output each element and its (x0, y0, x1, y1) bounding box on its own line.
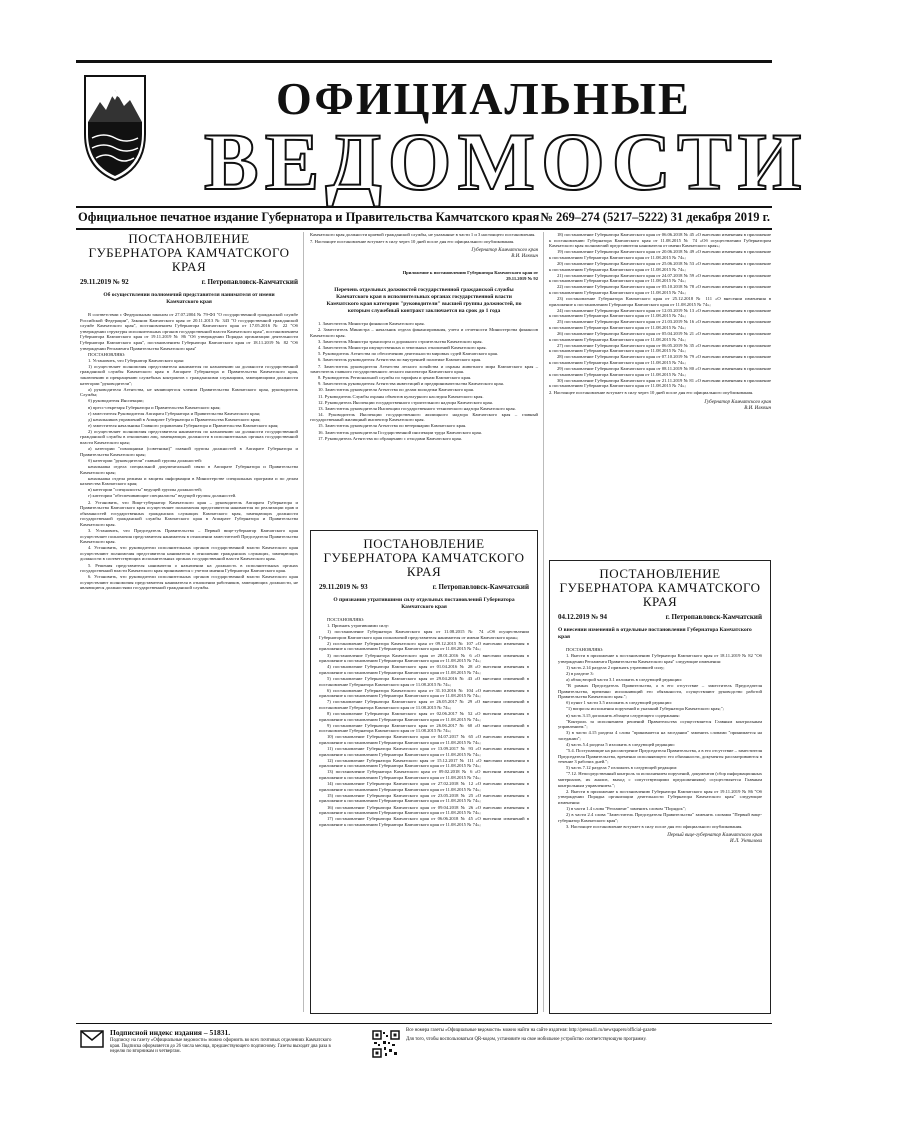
decree-93-body (319, 617, 529, 827)
decree-92-paragraph: В соответствии с Федеральным законом от 27.07.2004 № 79-ФЗ "О государственной гражданской службе Российской Федерации", Законом Камчатского края от 20.11.2013 № 343 "О государственной гражданской службе Камчатского края", постановлением Губернатора Камчатского края от 17.05.2016 № 22 "Об утверждении структуры исполнительных органов государственной власти Камчатского края", постановлением Губернатора Камчатского края от 19.11.2019 № 86 "Об утверждении Порядка организации деятельности Губернатора Камчатского края", постановлением Губернатора Камчатского края от 18.11.2019 № 82 "Об утверждении Регламента Правительства Камчатского края" (80, 312, 298, 351)
subscription-info: Подписку на газету «Официальные ведомости» можно оформить во всех почтовых отделениях Камчатского края. Подписка оформляется до 26 числа месяца, предшествующего подписному. Газеты выходят два раза в неделю по вторникам и четвергам. (110, 1038, 332, 1055)
decree-93-final: 2. Настоящее постановление вступает в силу через 10 дней после дня его официального опубликования. (549, 390, 754, 396)
decree-94-paragraph: 2) в части 2.4 слова "Заместитель Председателя Правительства" заменить словами "Первый вице-губернатор Камчатского края"; (558, 812, 762, 823)
decree-93-paragraph: 6) постановление Губернатора Камчатского края от 31.10.2016 № 104 «О внесении изменения в приложение к постановлению Губернатора Камчатского края от 11.08.2015 № 74»; (319, 687, 529, 699)
appendix-92-item: 11. Руководитель Службы охраны объектов культурного наследия Камчатского края. (318, 393, 484, 399)
decree-93-date: 29.11.2019 № 93 (319, 583, 368, 591)
decree-93-list-item: 22) постановление Губернатора Камчатского края от 05.10.2018 № 78 «О внесении изменения в приложение к постановлению Губернатора Камчатского края от 11.08.2015 № 74»; (549, 284, 771, 295)
decree-93-paragraph: 17) постановление Губернатора Камчатского края от 06.06.2018 № 45 «О внесении изменений в приложение к постановлению Губернатора Камчатского края от 11.08.2015 № 74»; (319, 816, 529, 827)
issue-number: № 269–274 (5217–5222) 31 декабря 2019 г. (540, 210, 770, 224)
masthead-title-main: ВЕДОМОСТИ (204, 116, 808, 207)
appendix-92-caption: Перечень отдельных должностей государственной гражданской службы Камчатского края в исполнительных органах государственной власти Камчатского края категории "руководители" высшей группы должностей, по которым служебный контракт заключается на срок до 1 года (326, 287, 522, 315)
page-footer (76, 1023, 772, 1066)
decree-94-paragraph: 1) часть 2.14 раздела 2 признать утратившей силу; (566, 664, 665, 670)
decree-92-paragraph: начальника отдела специальной документальной связи в Аппарате Губернатора и Правительства Камчатского края; (80, 463, 298, 475)
decree-94-paragraph: "В рамках Председатель Правительства, а в его отсутствие – заместитель Председателя Правительства, временно исполняющий его обязанности, осуществляют руководство работой Правительства Камчатского края."; (558, 683, 762, 700)
decree-93-paragraph: 5) постановление Губернатора Камчатского края от 29.04.2016 № 43 «О внесении изменений в постановление Губернатора Камчатского края от 11.08.2015 № 74»; (319, 675, 529, 687)
qr-code-icon[interactable] (372, 1030, 400, 1058)
decree-93-list-item: 18) постановление Губернатора Камчатского края от 06.06.2018 № 45 «О внесении изменения в приложение к постановлению Губернатора Камчатского края от 11.08.2015 № 74 «Об осуществлении Губернатором Камчатского края полномочий представителя нанимателя от имени Камчатского края»; (549, 232, 771, 249)
appendix-92-item: 6. Заместитель руководителя Агентства по внутренней политике Камчатского края. (318, 357, 482, 363)
decree-92-body (80, 312, 298, 591)
decree-92-paragraph: а) руководителя Агентства, не являющегося членом Правительства Камчатского края, руководитель Службы; (80, 386, 298, 398)
column-right (549, 232, 771, 412)
appendix-92-item: 15. Заместитель руководителя Агентства по ветеринарии Камчатского края. (318, 423, 467, 429)
decree-94-paragraph: 2. Внести в приложение к постановлению Губернатора Камчатского края от 19.11.2019 № 86 "Об утверждении Порядка организации деятельности Губернатора Камчатского края" следующие изменения: (558, 788, 762, 805)
decree-93-paragraph: 16) постановление Губернатора Камчатского края от 09.04.2018 № 26 «О внесении изменения в приложение к постановлению Губернатора Камчатского края от 11.08.2015 № 74»; (319, 804, 529, 816)
decree-92-signature (310, 248, 538, 260)
decree-94-place: г. Петропавловск-Камчатский (665, 613, 762, 621)
mail-envelope-icon (80, 1030, 104, 1048)
decree-94-paragraph: ПОСТАНОВЛЯЮ: (566, 647, 604, 652)
decree-93-place: г. Петропавловск-Камчатский (432, 583, 529, 591)
decree-93-paragraph: 3) постановление Губернатора Камчатского края от 28.01.2016 № 6 «О внесении изменения в приложение к постановлению Губернатора Камчатского края от 11.08.2015 № 74»; (319, 652, 529, 664)
column-decree-92 (80, 232, 298, 592)
decree-92-final: 7. Настоящее постановление вступает в силу через 10 дней после дня его официального опубликования. (310, 238, 515, 244)
appendix-92-item: 14. Руководитель Инспекции государственного жилищного надзора Камчатского края – главный государственный жилищный инспектор Камчатского края. (310, 411, 538, 423)
decree-92-caption: Об осуществлении полномочий представителя нанимателя от имени Камчатского края (103, 292, 275, 305)
decree-94-meta (558, 613, 762, 621)
decree-92-paragraph: е) заместителя начальника Главного управления Губернатора и Правительства Камчатского края; (88, 422, 279, 428)
decree-92-paragraph: а) категории "помощники (советники)" главной группы должностей в Аппарате Губернатора и Правительства Камчатского края; (80, 446, 298, 457)
decree-93-box (310, 530, 538, 1014)
decree-92-title: ПОСТАНОВЛЕНИЕ ГУБЕРНАТОРА КАМЧАТСКОГО КРАЯ (88, 231, 290, 274)
appendix-92-item: 5. Руководитель Агентства по обеспечению деятельности мировых судей Камчатского края. (318, 351, 499, 357)
decree-92-paragraph: в) категории "специалисты" ведущей группы должностей; (88, 487, 202, 493)
decree-93-list-continued (549, 232, 771, 389)
decree-94-paragraph: б) пункт 1 части 3.5 изложить в следующей редакции: (566, 700, 672, 706)
appendix-92-item: 17. Руководитель Агентства по обращению с отходами Камчатского края. (318, 435, 462, 441)
decree-92-paragraph: д) начальников управлений в Аппарате Губернатора и Правительства Камчатского края; (88, 416, 261, 422)
appendix-92-item: 4. Заместитель Министра имущественных и земельных отношений Камчатского края. (318, 345, 487, 351)
decree-93-paragraph: 8) постановление Губернатора Камчатского края от 02.06.2017 № 52 «О внесении изменения в приложение к постановлению Губернатора Камчатского края от 11.08.2015 № 74»; (319, 711, 529, 722)
decree-94-sign-name: И.Л. Унтилова (730, 839, 762, 845)
appendix-92-item: 10. Заместитель руководителя Агентства по делам молодежи Камчатского края. (318, 387, 474, 393)
appendix-92-header: Приложение к постановлению Губернатора Камчатского края от 29.11.2019 № 92 (402, 270, 538, 281)
decree-92-sign-name: В.И. Илюхин (511, 254, 538, 260)
appendix-92-item: 8. Руководитель Региональной службы по тарифам и ценам Камчатского края. (318, 375, 472, 381)
appendix-92-item: 13. Заместитель руководителя Инспекции государственного технического надзора Камчатского края. (318, 405, 516, 411)
decree-93-paragraph: 1. Признать утратившими силу: (327, 623, 390, 629)
decree-93-title: ПОСТАНОВЛЕНИЕ ГУБЕРНАТОРА КАМЧАТСКОГО КРАЯ (323, 536, 525, 579)
decree-92-tail: Камчатского края должности краевой гражданской службы, не указанные в части 1 и 3 настоящего постановления. (310, 232, 536, 237)
decree-92-paragraph: 3. Установить, что Председатель Правительства – Первый вице-губернатор Камчатского края осуществляет полномочия представителя нанимателя в отношении заместителей Председателя Правительства Камчатского края. (80, 527, 298, 545)
decree-94-sign-role: Первый вице-губернатор Камчатского края (667, 833, 762, 839)
publication-subtitle: Официальное печатное издание Губернатора и Правительства Камчатского края (78, 210, 540, 224)
appendix-92-item: 7. Заместитель руководителя Агентства лесного хозяйства и охраны животного мира Камчатского края – заместитель главного государственного лесного инспектора Камчатского края. (310, 363, 538, 375)
decree-93-list-item: 28) постановление Губернатора Камчатского края от 07.10.2019 № 79 «О внесении изменения в приложение к постановлению Губернатора Камчатского края от 11.08.2015 № 74»; (549, 354, 771, 366)
decree-94-paragraph: "Контроль за исполнением решений Правительства осуществляется Главным контрольным управлением."; (558, 718, 762, 730)
decree-93-sign-name: В.И. Илюхин (744, 405, 771, 411)
decree-94-date: 04.12.2019 № 94 (558, 613, 608, 621)
decree-93-paragraph: 12) постановление Губернатора Камчатского края от 15.12.2017 № 111 «О внесении изменения в приложение к постановлению Губернатора Камчатского края от 11.08.2015 № 74»; (319, 757, 529, 769)
decree-94-paragraph: "5.4. Поступающие на рассмотрение Председателя Правительства, а в его отсутствие – заместителя Председателя Правительства, временно исполняющего его обязанности, документы рассматриваются в течение 3 рабочих дней."; (558, 748, 762, 765)
masthead (76, 62, 808, 207)
decree-92-paragraph: 6. Установить, что руководители исполнительных органов государственной власти Камчатского края осуществляют полномочия представителя нанимателя в отношении работников, замещающих должности, не являющиеся должностями государственной гражданской службы. (80, 574, 298, 591)
decree-92-paragraph: 2. Установить, что Вице-губернатор Камчатского края – руководитель Аппарата Губернатора и Правительства Камчатского края осуществляет полномочия представителя нанимателя по реализации прав и обязанностей государственных гражданских служащих Камчатского края, замещающих должности государственной гражданской службы Камчатского края в Аппарате Губернатора и Правительства Камчатского края. (80, 499, 298, 527)
masthead-title-top: ОФИЦИАЛЬНЫЕ (276, 73, 691, 124)
decree-92-place: г. Петропавловск-Камчатский (201, 278, 298, 286)
decree-92-paragraph: 1. Установить, что Губернатор Камчатского края: (88, 357, 185, 363)
footer-website-text: Все номера газеты «Официальные ведомости» можно найти на сайте издателя: http://pressa41.ru/newspapers/official-gazette (406, 1028, 657, 1033)
decree-92-paragraph: 4. Установить, что руководители исполнительных органов государственной власти Камчатского края осуществляют полномочия представителя нанимателя в отношении гражданских служащих, замещающих должности в соответствующих исполнительных органах государственной власти Камчатского края. (80, 545, 298, 562)
decree-93-list-item: 27) постановление Губернатора Камчатского края от 06.05.2019 № 35 «О внесении изменения в приложение к постановлению Губернатора Камчатского края от 11.08.2015 № 74»; (549, 342, 771, 354)
decree-93-signature (549, 400, 771, 412)
decree-94-body (558, 647, 762, 829)
decree-92-paragraph: 5. Решения представителя нанимателя о назначении на должность в исполнительных органах государственной власти Камчатского края принимаются с учетом мнения Губернатора Камчатского края. (80, 562, 298, 574)
column-divider (543, 232, 544, 1012)
footer-website-info (406, 1028, 766, 1042)
decree-94-paragraph: "1) вопросы исполнения поручений и указаний Губернатора Камчатского края;"; (566, 706, 724, 712)
decree-94-paragraph: 1) в части 1.4 слова "Регламент" заменить словом "Порядок"; (566, 806, 686, 812)
kamchatka-emblem-icon (82, 72, 148, 182)
decree-92-paragraph: б) категории "руководители" главной группы должностей: (88, 457, 203, 463)
decree-92-meta (80, 278, 298, 286)
decree-93-list-item: 23) постановление Губернатора Камчатского края от 25.12.2018 № 111 «О внесении изменения в приложение к постановлению Губернатора Камчатского края от 11.08.2015 № 74»; (549, 296, 771, 307)
appendix-92-list (310, 321, 538, 441)
decree-93-paragraph: 9) постановление Губернатора Камчатского края от 26.06.2017 № 60 «О внесении изменений в постановление Губернатора Камчатского края от 11.08.2015 № 74»; (319, 722, 529, 734)
decree-93-paragraph: 4) постановление Губернатора Камчатского края от 01.04.2016 № 28 «О внесении изменения в приложение к постановлению Губернатора Камчатского края от 11.08.2015 № 74»; (319, 664, 529, 675)
decree-93-paragraph: 1) постановление Губернатора Камчатского края от 11.08.2015 № 74 «Об осуществлении Губернатором Камчатского края полномочий представителя нанимателя от имени Камчатского края»; (319, 629, 529, 640)
decree-94-paragraph: "7.12. Непосредственный контроль за исполнением поручений, документов (сбор информационных материалов, их анализ, выход с сопутствующими предложениями) осуществляется Главным контрольным управлением."; (558, 771, 762, 788)
decree-93-header-block (319, 537, 529, 591)
decree-94-paragraph: 3. Настоящее постановление вступает в силу после дня его официального опубликования. (566, 823, 743, 829)
decree-93-paragraph: 7) постановление Губернатора Камчатского края от 26.05.2017 № 29 «О внесении изменений в постановление Губернатора Камчатского края от 11.08.2015 № 74»; (319, 699, 529, 710)
decree-94-paragraph: 4) часть 5.4 раздела 5 изложить в следующей редакции: (566, 742, 675, 747)
decree-93-paragraph: 15) постановление Губернатора Камчатского края от 23.05.2018 № 25 «О внесении изменения в приложение к постановлению Губернатора Камчатского края от 11.08.2015 № 74»; (319, 792, 529, 804)
decree-94-box (549, 560, 771, 1014)
decree-93-list-item: 19) постановление Губернатора Камчатского края от 20.06.2018 № 49 «О внесении изменения в приложение к постановлению Губернатора Камчатского края от 11.08.2015 № 74»; (549, 249, 771, 260)
decree-94-paragraph: 3) в части 4.15 раздела 4 слова "принимается на заседании" заменить словами "принимается на заседании"; (558, 730, 762, 741)
decree-93-meta (319, 583, 529, 591)
decree-93-paragraph: 10) постановление Губернатора Камчатского края от 04.07.2017 № 65 «О внесении изменения в приложение к постановлению Губернатора Камчатского края от 11.08.2015 № 74»; (319, 734, 529, 745)
decree-93-paragraph: 2) постановление Губернатора Камчатского края от 09.12.2015 № 107 «О внесении изменения в приложение к постановлению Губернатора Камчатского края от 11.08.2015 № 74»; (319, 640, 529, 652)
column-middle (310, 232, 538, 442)
appendix-92-item: 16. Заместитель руководителя Государственной инспекции труда Камчатского края. (318, 429, 482, 435)
decree-94-paragraph: а) абзац второй части 3.1 изложить в следующей редакции: (566, 676, 682, 682)
decree-93-paragraph: 11) постановление Губернатора Камчатского края от 13.09.2017 № 93 «О внесении изменения в приложение к постановлению Губернатора Камчатского края от 11.08.2015 № 74»; (319, 746, 529, 757)
decree-93-paragraph: 14) постановление Губернатора Камчатского края от 27.02.2018 № 12 «О внесении изменения в приложение к постановлению Губернатора Камчатского края от 11.08.2015 № 74»; (319, 781, 529, 792)
decree-93-list-item: 20) постановление Губернатора Камчатского края от 25.06.2018 № 53 «О внесении изменения в приложение к постановлению Губернатора Камчатского края от 11.08.2015 № 74»; (549, 260, 771, 272)
decree-94-paragraph: 1. Внести в приложение к постановлению Губернатора Камчатского края от 18.11.2019 № 82 "Об утверждении Регламента Правительства Камчатского края" следующие изменения: (558, 653, 762, 664)
decree-94-signature (558, 833, 762, 845)
subscription-index: Подписной индекс издания – 51831. (110, 1028, 231, 1037)
decree-93-sign-role: Губернатор Камчатского края (704, 399, 771, 405)
decree-92-paragraph: 1) осуществляет полномочия представителя нанимателя по назначению на должности государственной гражданской службы Камчатского края в Аппарате Губернатора и Правительства Камчатского края, заключению и прекращению служебных контрактов с гражданскими служащими, замещающими должности категории "руководители"; (80, 363, 298, 386)
decree-93-list-item: 26) постановление Губернатора Камчатского края от 05.04.2019 № 21 «О внесении изменения в приложение к постановлению Губернатора Камчатского края от 11.08.2015 № 74»; (549, 331, 771, 342)
decree-94-title: ПОСТАНОВЛЕНИЕ ГУБЕРНАТОРА КАМЧАТСКОГО КРАЯ (559, 566, 761, 609)
appendix-92-item: 12. Руководитель Инспекции государственного строительного надзора Камчатского края. (318, 399, 493, 405)
decree-92-paragraph: начальника отдела режима и защиты информации в Министерстве специальных программ и по делам казачества Камчатского края; (80, 475, 298, 487)
decree-93-paragraph: ПОСТАНОВЛЯЮ: (327, 617, 365, 622)
decree-94-paragraph: 2) в разделе 3: (566, 670, 594, 676)
decree-92-paragraph: г) заместителя Руководителя Аппарата Губернатора и Правительства Камчатского края; (88, 410, 261, 416)
decree-92-header-block (80, 232, 298, 286)
decree-93-caption: О признании утратившими силу отдельных постановлений Губернатора Камчатского края (333, 597, 515, 610)
decree-92-paragraph: ПОСТАНОВЛЯЮ: (88, 351, 126, 357)
decree-94-header-block (558, 567, 762, 621)
decree-92-paragraph: б) руководителя Инспекции; (88, 398, 144, 404)
decree-94-paragraph: в) часть 3.15 дополнить абзацем следующего содержания: (566, 712, 680, 718)
decree-92-paragraph: г) категории "обеспечивающие специалисты" ведущей группы должностей. (88, 493, 237, 499)
decree-92-paragraph: в) пресс-секретаря Губернатора и Правительства Камчатского края; (88, 404, 221, 410)
masthead-subtitle-bar (76, 206, 772, 230)
decree-92-sign-role: Губернатор Камчатского края (471, 248, 538, 254)
footer-qr-hint: Для того, чтобы воспользоваться QR-кодом, установите на свое мобильное устройство соответствующую программу. (406, 1036, 647, 1042)
decree-92-paragraph: 2) осуществляет полномочия представителя нанимателя по назначению на должности государственной гражданской службы в отношении лиц, замещающих должности в исполнительных органах государственной власти Камчатского края; (80, 428, 298, 446)
decree-93-list-item: 30) постановление Губернатора Камчатского края от 21.11.2019 № 81 «О внесении изменения в приложение к постановлению Губернатора Камчатского края от 11.08.2015 № 74»; (549, 377, 771, 389)
decree-92-date: 29.11.2019 № 92 (80, 278, 129, 286)
column-divider (303, 232, 304, 1012)
decree-93-list-item: 25) постановление Губернатора Камчатского края от 21.03.2019 № 16 «О внесении изменения в приложение к постановлению Губернатора Камчатского края от 11.08.2015 № 74»; (549, 319, 771, 330)
appendix-92-item: 3. Заместитель Министра транспорта и дорожного строительства Камчатского края. (318, 339, 483, 345)
appendix-92-item: 2. Заместитель Министра – начальник отдела финансирования, учета и отчетности Министерства финансов Камчатского края. (310, 327, 538, 339)
decree-94-caption: О внесении изменений в отдельные постановления Губернатора Камчатского края (558, 627, 752, 640)
appendix-92-item: 1. Заместитель Министра финансов Камчатского края. (318, 321, 425, 327)
decree-94-paragraph: 5) часть 7.12 раздела 7 изложить в следующей редакции: (566, 765, 678, 771)
decree-93-list-item: 29) постановление Губернатора Камчатского края от 08.11.2019 № 80 «О внесении изменения в приложение к постановлению Губернатора Камчатского края от 11.08.2015 № 74»; (549, 366, 771, 377)
appendix-92-item: 9. Заместитель руководителя Агентства инвестиций и предпринимательства Камчатского края. (318, 381, 504, 387)
decree-93-list-item: 21) постановление Губернатора Камчатского края от 24.07.2018 № 59 «О внесении изменения в приложение к постановлению Губернатора Камчатского края от 11.08.2015 № 74»; (549, 272, 771, 284)
decree-93-list-item: 24) постановление Губернатора Камчатского края от 12.03.2019 № 13 «О внесении изменения в приложение к постановлению Губернатора Камчатского края от 11.08.2015 № 74»; (549, 307, 771, 319)
decree-93-paragraph: 13) постановление Губернатора Камчатского края от 09.02.2018 № 6 «О внесении изменения в приложение к постановлению Губернатора Камчатского края от 11.08.2015 № 74»; (319, 769, 529, 781)
